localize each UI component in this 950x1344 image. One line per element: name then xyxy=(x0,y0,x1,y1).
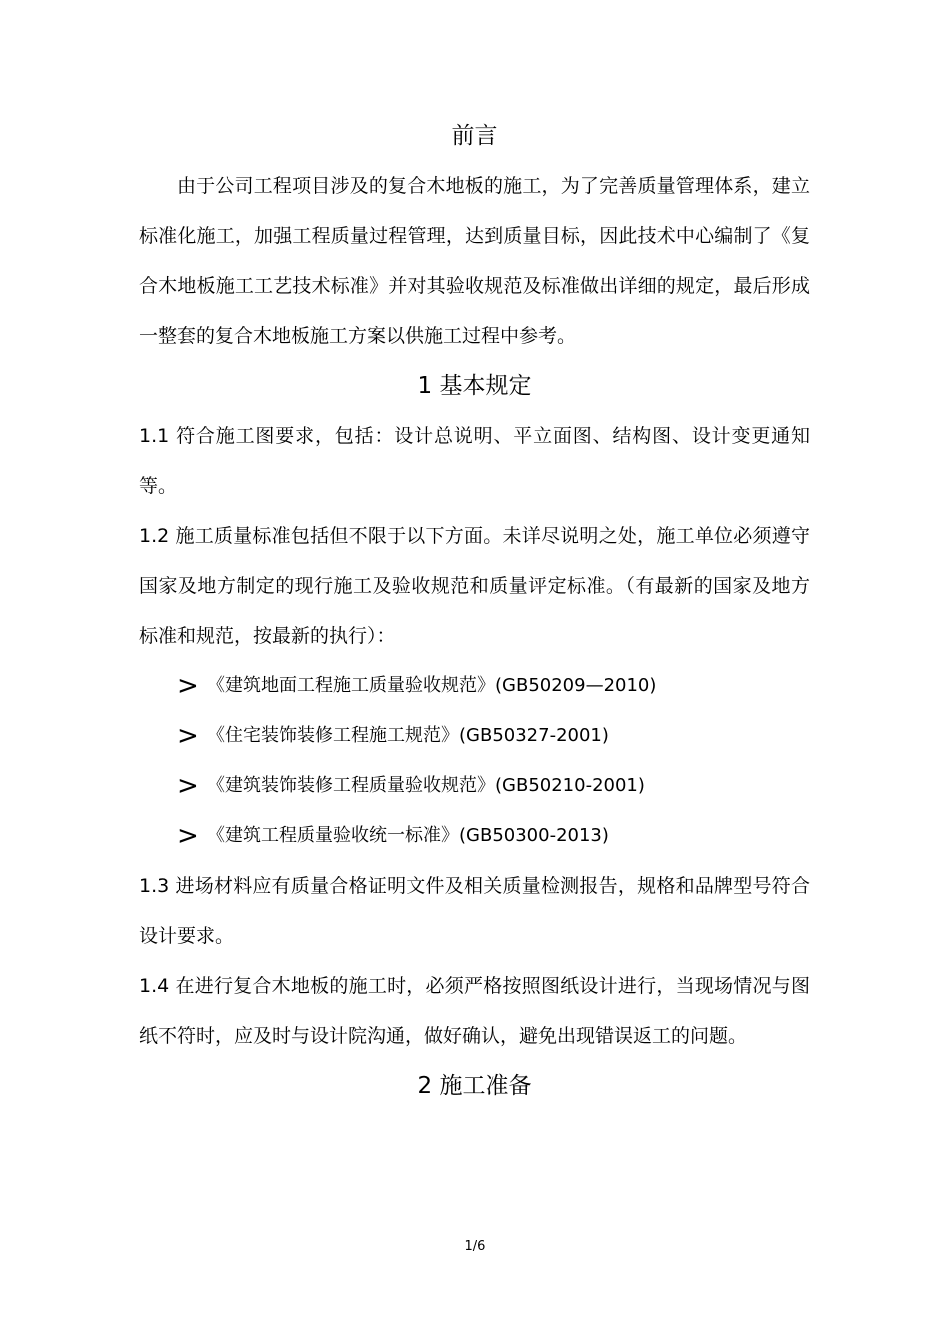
section-2-title: 2 施工准备 xyxy=(417,1073,532,1099)
document-body xyxy=(139,111,810,1111)
bullet-arrow-icon: > xyxy=(177,721,199,751)
bullet-arrow-icon: > xyxy=(177,821,199,851)
bullet-arrow-icon: > xyxy=(177,671,199,701)
standard-text: 《住宅装饰装修工程施工规范》(GB50327-2001) xyxy=(207,725,609,746)
list-item xyxy=(177,761,810,811)
clause-1-2: 1.2 施工质量标准包括但不限于以下方面。未详尽说明之处，施工单位必须遵守国家及地方制定的现行施工及验收规范和质量评定标准。（有最新的国家及地方标准和规范，按最新的执行）： xyxy=(139,525,810,647)
preface-title: 前言 xyxy=(451,123,498,149)
clause-1-1: 1.1 符合施工图要求，包括：设计总说明、平立面图、结构图、设计变更通知等。 xyxy=(139,425,810,497)
list-item xyxy=(177,661,810,711)
preface-paragraph: 由于公司工程项目涉及的复合木地板的施工，为了完善质量管理体系，建立标准化施工，加强工程质量过程管理，达到质量目标，因此技术中心编制了《复合木地板施工工艺技术标准》并对其验收规范及标准做出详细的规定，最后形成一整套的复合木地板施工方案以供施工过程中参考。 xyxy=(139,175,810,347)
standards-list xyxy=(139,661,810,861)
section-1-title: 1 基本规定 xyxy=(417,373,532,399)
page-number: 1/6 xyxy=(464,1239,486,1254)
bullet-arrow-icon: > xyxy=(177,771,199,801)
standard-text: 《建筑装饰装修工程质量验收规范》(GB50210-2001) xyxy=(207,775,645,796)
clause-1-4: 1.4 在进行复合木地板的施工时，必须严格按照图纸设计进行，当现场情况与图纸不符时，应及时与设计院沟通，做好确认，避免出现错误返工的问题。 xyxy=(139,975,810,1047)
list-item xyxy=(177,711,810,761)
standard-text: 《建筑工程质量验收统一标准》(GB50300-2013) xyxy=(207,825,609,846)
clause-1-3: 1.3 进场材料应有质量合格证明文件及相关质量检测报告，规格和品牌型号符合设计要求。 xyxy=(139,875,810,947)
standard-text: 《建筑地面工程施工质量验收规范》(GB50209—2010) xyxy=(207,675,657,696)
list-item xyxy=(177,811,810,861)
